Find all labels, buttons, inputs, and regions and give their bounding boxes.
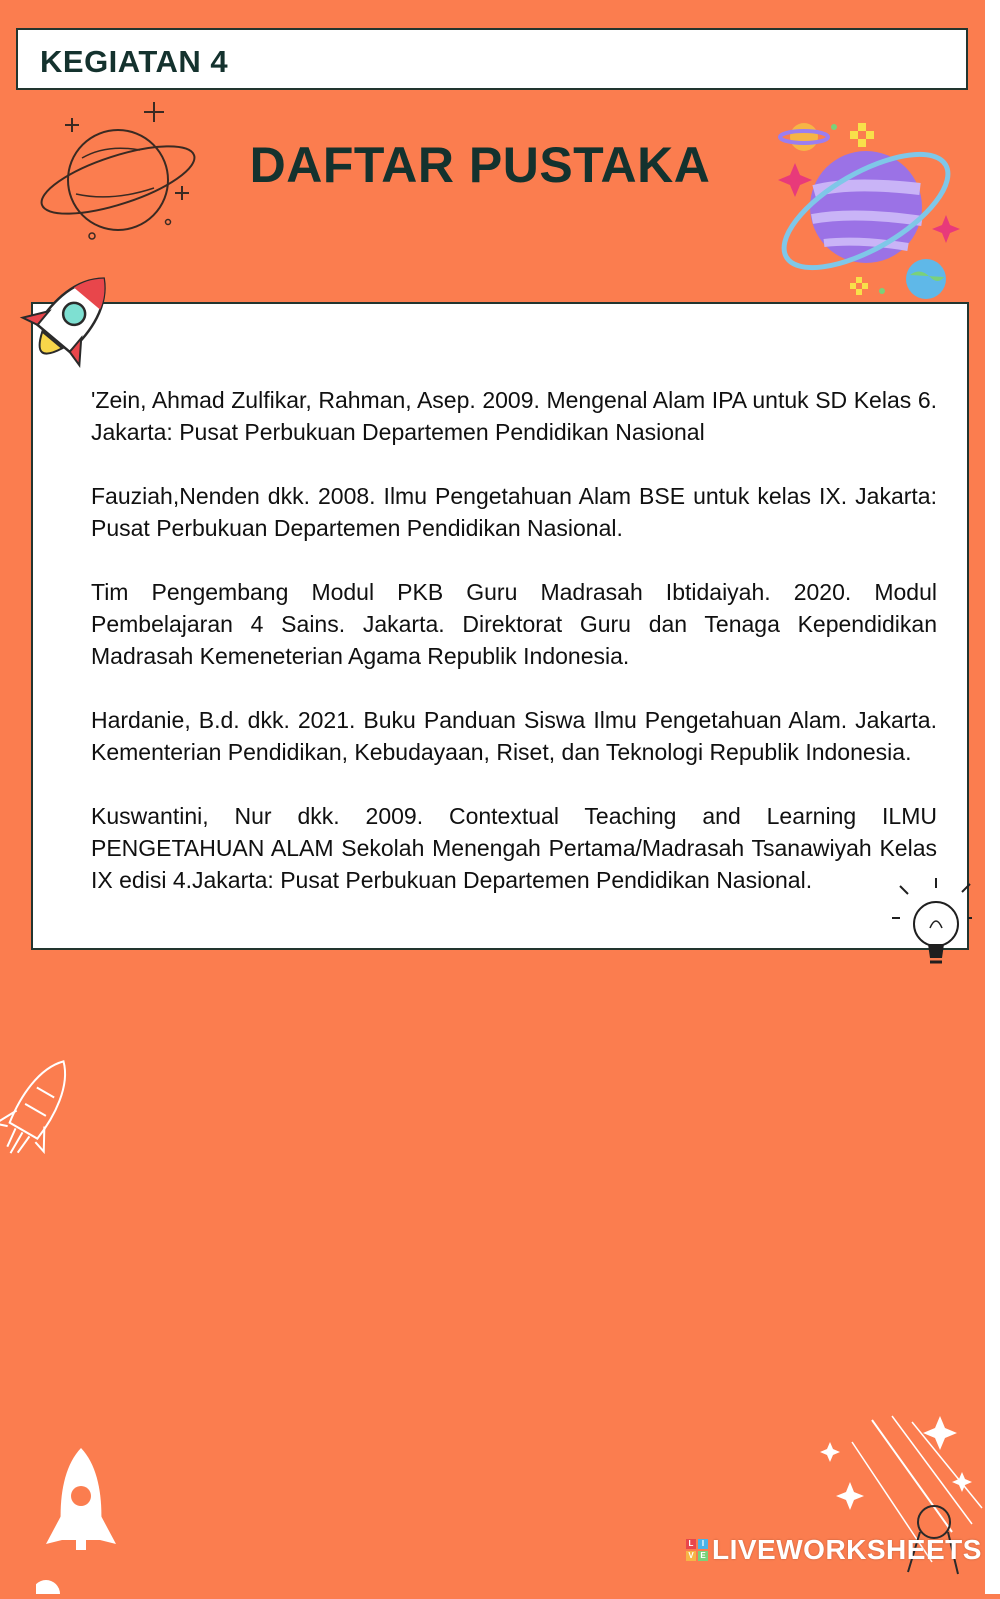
rocket-icon [14, 262, 124, 378]
reference-item: Tim Pengembang Modul PKB Guru Madrasah Ibtidaiyah. 2020. Modul Pembelajaran 4 Sains. Jakarta. Direktorat Guru dan Tenaga Kependidikan Madrasah Kemeneterian Agama Republik Indonesia. [91, 579, 937, 669]
planet-outline-icon [36, 98, 204, 246]
page-title: DAFTAR PUSTAKA [249, 137, 711, 193]
references-list [91, 384, 937, 928]
watermark [686, 1530, 982, 1570]
rocket-outline-icon [0, 1050, 72, 1168]
header-box [16, 28, 968, 90]
watermark-logo-icon: L I V E [686, 1539, 708, 1561]
header-label: KEGIATAN 4 [40, 44, 229, 79]
lightbulb-icon [890, 878, 972, 976]
watermark-text: LIVEWORKSHEETS [712, 1534, 982, 1565]
reference-item: Hardanie, B.d. dkk. 2021. Buku Panduan Siswa Ilmu Pengetahuan Alam. Jakarta. Kementerian Pendidikan, Kebudayaan, Riset, dan Teknologi Republik Indonesia. [91, 707, 937, 765]
planet-colorful-icon [770, 115, 960, 305]
reference-item: 'Zein, Ahmad Zulfikar, Rahman, Asep. 2009. Mengenal Alam IPA untuk SD Kelas 6. Jakarta: Pusat Perbukuan Departemen Pendidikan Nasional [91, 387, 937, 445]
reference-item: Fauziah,Nenden dkk. 2008. Ilmu Pengetahuan Alam BSE untuk kelas IX. Jakarta: Pusat Perbukuan Departemen Pendidikan Nasional. [91, 483, 937, 541]
rocket-white-icon [36, 1444, 126, 1594]
right-margin-strip [985, 0, 1000, 1594]
reference-item: Kuswantini, Nur dkk. 2009. Contextual Teaching and Learning ILMU PENGETAHUAN ALAM Sekolah Menengah Pertama/Madrasah Tsanawiyah Kelas IX edisi 4.Jakarta: Pusat Perbukuan Departemen Pendidikan Nasional. [91, 803, 937, 893]
references-box [31, 302, 969, 950]
